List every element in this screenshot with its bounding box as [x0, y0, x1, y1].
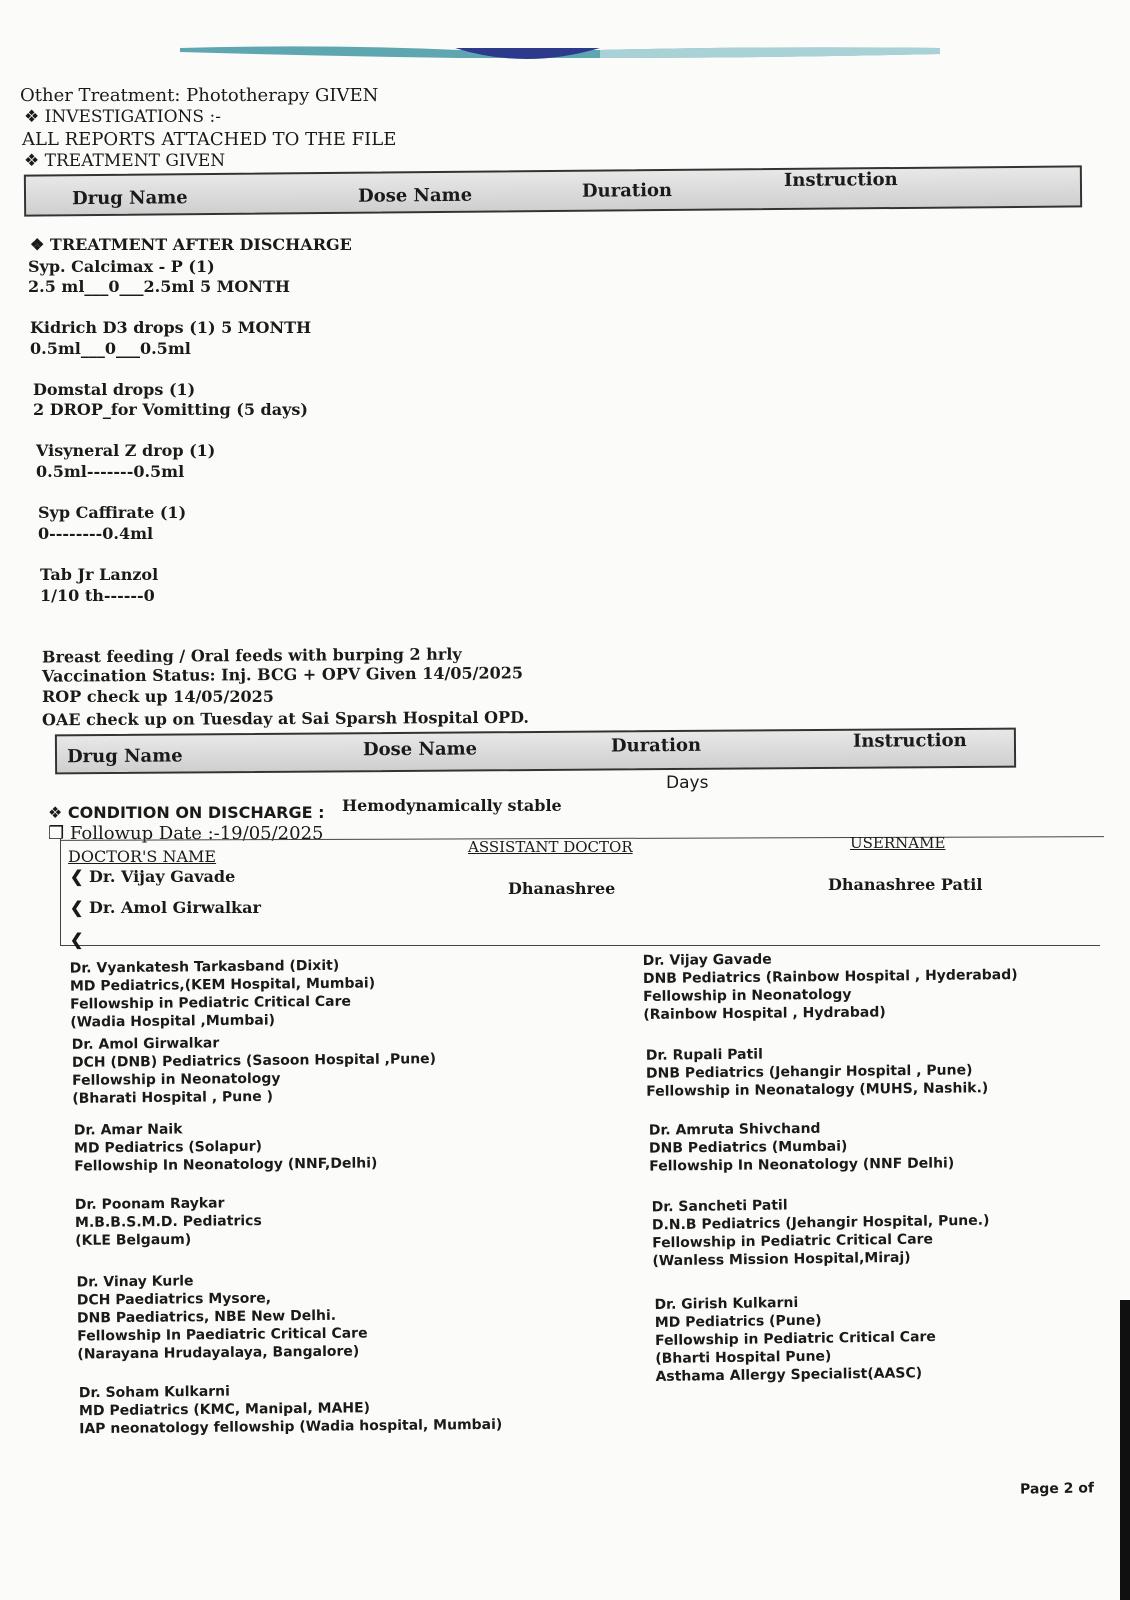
medication-name: Syp. Calcimax - P (1): [28, 257, 215, 276]
medication-name: Kidrich D3 drops (1) 5 MONTH: [30, 318, 312, 337]
col-duration: Duration: [581, 179, 673, 202]
doctor-credentials: Dr. Vinay Kurle DCH Paediatrics Mysore, DNB Paediatrics, NBE New Delhi. Fellowship In Paediatric Critical Care (Narayana Hrudayalaya, Bangalore): [76, 1273, 368, 1363]
arrow-bullet-icon: ❮: [70, 930, 84, 949]
scan-edge-shadow: [1120, 1300, 1130, 1600]
doctor-credentials: Dr. Soham Kulkarni MD Pediatrics (KMC, Manipal, MAHE) IAP neonatology fellowship (Wadia hospital, Mumbai): [78, 1383, 503, 1438]
username-label: USERNAME: [850, 834, 946, 852]
diamond-bullet-icon: ❖: [24, 107, 40, 127]
medication-dose: 0--------0.4ml: [38, 524, 154, 543]
col-drug-name: Drug Name: [71, 187, 188, 210]
days-label: Days: [666, 773, 709, 793]
doctor-credentials: Dr. Girish Kulkarni MD Pediatrics (Pune) Fellowship in Pediatric Critical Care (Bharti Hospital Pune) Asthama Allergy Specialist(AASC): [654, 1294, 936, 1385]
col-duration: Duration: [610, 734, 702, 757]
after-discharge-heading: ❖ TREATMENT AFTER DISCHARGE: [30, 235, 352, 254]
condition-value: Hemodynamically stable: [342, 796, 562, 815]
checkbox-icon: ❒: [48, 823, 65, 844]
signing-doctor: ❮ Dr. Vijay Gavade: [70, 867, 236, 886]
feeding-note: Breast feeding / Oral feeds with burping 2 hrly: [41, 644, 462, 667]
medication-name: Tab Jr Lanzol: [40, 565, 159, 584]
medication-dose: 1/10 th------0: [40, 586, 155, 605]
doctor-credentials: Dr. Amruta Shivchand DNB Pediatrics (Mumbai) Fellowship In Neonatology (NNF Delhi): [648, 1120, 955, 1175]
col-drug-name: Drug Name: [66, 745, 183, 768]
medication-name: Visyneral Z drop (1): [36, 441, 216, 460]
discharge-table-header: [55, 728, 1016, 775]
medication-dose: 2 DROP_for Vomitting (5 days): [33, 400, 308, 419]
assistant-name: Dhanashree: [508, 879, 616, 898]
condition-heading: ❖ CONDITION ON DISCHARGE :: [48, 803, 325, 822]
medication-dose: 0.5ml-------0.5ml: [36, 462, 185, 481]
medication-dose: 2.5 ml___0___2.5ml 5 MONTH: [28, 277, 290, 296]
investigations-heading: ❖ INVESTIGATIONS :-: [24, 107, 221, 127]
doctor-credentials: Dr. Sancheti Patil D.N.B Pediatrics (Jehangir Hospital, Pune.) Fellowship in Pediatric Critical Care (Wanless Mission Hospital,Miraj): [651, 1197, 990, 1270]
signature-bottom-rule: [60, 945, 1100, 946]
page-number: Page 2 of: [1019, 1480, 1095, 1498]
doctor-credentials: Dr. Amol Girwalkar DCH (DNB) Pediatrics (Sasoon Hospital ,Pune) Fellowship in Neonatology (Bharati Hospital , Pune ): [71, 1035, 437, 1107]
col-instruction: Instruction: [852, 729, 967, 752]
doctor-credentials: Dr. Amar Naik MD Pediatrics (Solapur) Fellowship In Neonatology (NNF,Delhi): [73, 1121, 378, 1175]
doctor-credentials: Dr. Rupali Patil DNB Pediatrics (Jehangir Hospital , Pune) Fellowship in Neonatalogy (MUHS, Nashik.): [645, 1046, 989, 1100]
other-treatment-line: Other Treatment: Phototherapy GIVEN: [20, 85, 379, 106]
oae-note: OAE check up on Tuesday at Sai Sparsh Hospital OPD.: [41, 707, 530, 730]
doctor-credentials: Dr. Vyankatesh Tarkasband (Dixit) MD Pediatrics,(KEM Hospital, Mumbai) Fellowship in Pediatric Critical Care (Wadia Hospital ,Mumbai): [69, 957, 376, 1031]
arrow-bullet-icon: ❮: [70, 867, 84, 886]
doctor-credentials: Dr. Poonam Raykar M.B.B.S.M.D. Pediatrics (KLE Belgaum): [74, 1195, 262, 1249]
vaccination-note: Vaccination Status: Inj. BCG + OPV Given 14/05/2025: [41, 663, 524, 686]
col-dose-name: Dose Name: [357, 184, 473, 207]
header-wave-decoration: [0, 0, 1130, 70]
col-instruction: Instruction: [783, 168, 898, 191]
assistant-doctor-label: ASSISTANT DOCTOR: [468, 838, 633, 856]
doctors-name-label: DOCTOR'S NAME: [68, 847, 217, 866]
arrow-bullet-icon: ❮: [70, 898, 84, 917]
signature-left-rule: [60, 838, 61, 946]
diamond-bullet-icon: ❖: [24, 151, 40, 171]
doctor-credentials: Dr. Vijay Gavade DNB Pediatrics (Rainbow Hospital , Hyderabad) Fellowship in Neonatology (Rainbow Hospital , Hydrabad): [642, 951, 1018, 1023]
username-value: Dhanashree Patil: [828, 875, 983, 894]
signing-doctor: ❮ Dr. Amol Girwalkar: [70, 898, 261, 917]
col-dose-name: Dose Name: [362, 738, 478, 761]
medication-name: Domstal drops (1): [33, 380, 196, 399]
followup-date: ❒ Followup Date :-19/05/2025: [48, 823, 324, 844]
diamond-bullet-icon: ❖: [30, 235, 45, 254]
medication-name: Syp Caffirate (1): [38, 503, 187, 522]
rop-note: ROP check up 14/05/2025: [42, 687, 274, 706]
diamond-bullet-icon: ❖: [48, 803, 63, 822]
medication-dose: 0.5ml___0___0.5ml: [30, 339, 191, 358]
treatment-table-header: [24, 165, 1082, 216]
reports-line: ALL REPORTS ATTACHED TO THE FILE: [22, 129, 397, 150]
treatment-given-heading: ❖ TREATMENT GIVEN: [24, 151, 226, 171]
